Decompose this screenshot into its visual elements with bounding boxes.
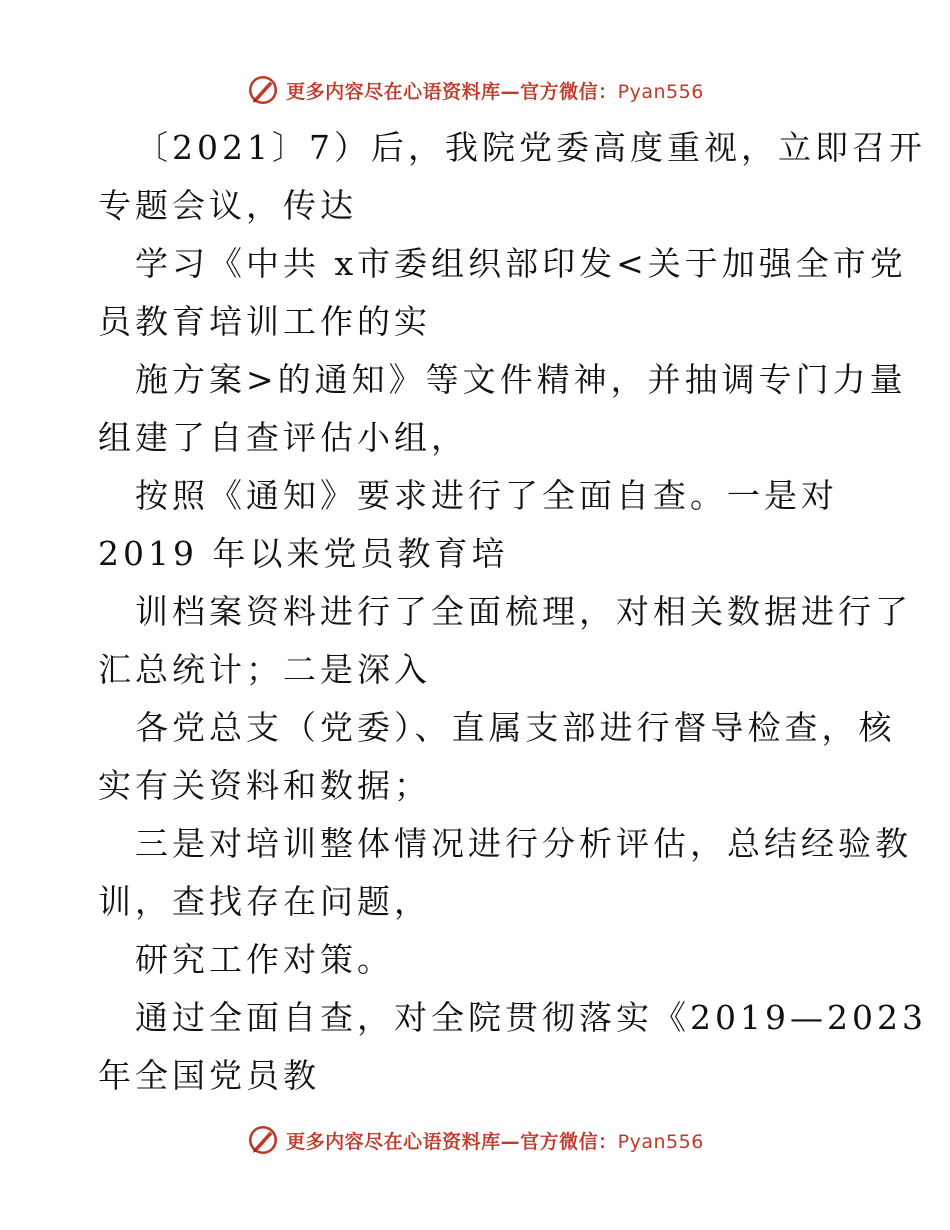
quill-pen-logo-icon [246,1123,280,1157]
text-line: 三是对培训整体情况进行分析评估，总结经验教 [135,824,912,863]
text-line: 研究工作对策。 [135,940,394,979]
text-line: 年全国党员教 [98,1056,320,1095]
text-line: 训档案资料进行了全面梳理，对相关数据进行了 [135,592,912,631]
watermark-text: 更多内容尽在心语资料库—官方微信：Pyan556 [286,80,704,103]
text-line: 训，查找存在问题， [98,882,431,921]
text-line: 员教育培训工作的实 [98,302,431,341]
text-line: 学习《中共 x市委组织部印发<关于加强全市党 [135,244,907,283]
text-line: 施方案>的通知》等文件精神，并抽调专门力量 [135,360,907,399]
text-line: 通过全面自查，对全院贯彻落实《2019—2023 [135,998,927,1037]
watermark-text: 更多内容尽在心语资料库—官方微信：Pyan556 [286,1130,704,1153]
text-line: 汇总统计；二是深入 [98,650,431,689]
text-line: 专题会议，传达 [98,186,357,225]
text-line: 各党总支（党委）、直属支部进行督导检查，核 [135,708,896,747]
text-line: 2019 年以来党员教育培 [98,534,509,573]
text-line: 按照《通知》要求进行了全面自查。一是对 [135,476,838,515]
text-line: 组建了自查评估小组， [98,418,468,457]
text-line: 〔2021〕7）后，我院党委高度重视，立即召开 [135,128,926,167]
text-line: 实有关资料和数据； [98,766,431,805]
footer-watermark [0,1120,950,1160]
